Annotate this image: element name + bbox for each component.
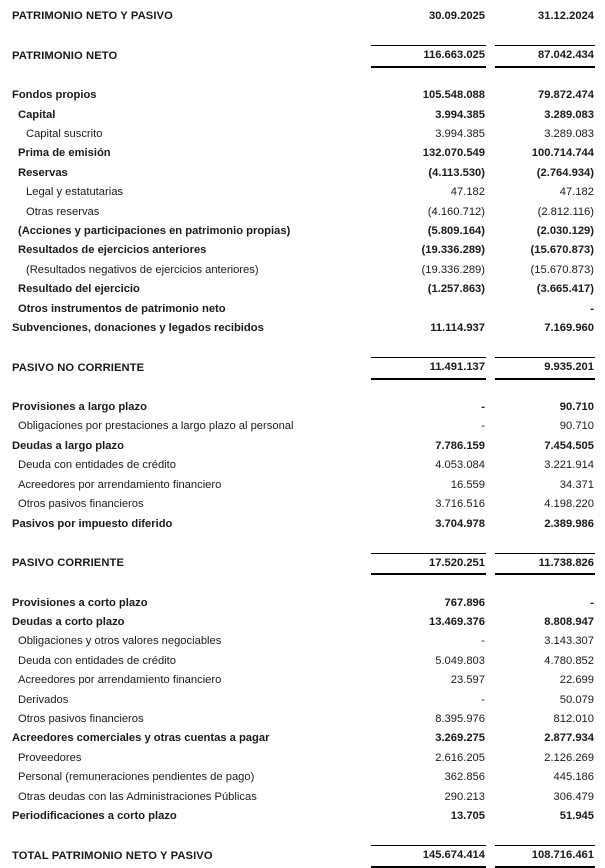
row-value-period-1: 3.994.385 xyxy=(435,127,485,140)
column-gap xyxy=(486,729,495,748)
row-value-period-1: 13.469.376 xyxy=(429,616,485,628)
row-value-period-2: 100.714.744 xyxy=(531,147,594,160)
row-label: Otros instrumentos de patrimonio neto xyxy=(18,302,226,315)
column-gap xyxy=(486,846,495,867)
row-value-period-1: 116.663.025 xyxy=(371,46,486,67)
column-header-row xyxy=(10,7,595,26)
column-gap xyxy=(486,358,495,379)
row-label: Reservas xyxy=(18,166,68,179)
row-label: PATRIMONIO NETO xyxy=(12,49,118,62)
table-row-deuda-con-entidades-de-credito xyxy=(10,652,595,671)
page-title: PATRIMONIO NETO Y PASIVO xyxy=(12,10,173,22)
row-value-period-1: 767.896 xyxy=(444,596,485,609)
table-row-otros-pasivos-financieros xyxy=(10,495,595,514)
row-value-period-1: 3.994.385 xyxy=(435,108,485,121)
table-row-otros-instrumentos-de-patrimonio-neto xyxy=(10,300,595,319)
row-value-period-2: 7.169.960 xyxy=(544,321,594,334)
table-row-personal-remuneraciones-pendientes-de-pago xyxy=(10,768,595,787)
row-label: (Acciones y participaciones en patrimonio propias) xyxy=(18,224,291,237)
table-row-deudas-a-largo-plazo xyxy=(10,437,595,456)
row-value-period-2: 11.738.826 xyxy=(495,553,595,574)
row-value-period-2: 4.780.852 xyxy=(544,654,594,667)
total-row xyxy=(10,846,595,867)
table-row-acciones-y-participaciones-en-patrimonio-propias xyxy=(10,222,595,241)
section-header-row-pasivo-corriente xyxy=(10,553,595,574)
spacer-cell xyxy=(10,379,595,398)
column-gap xyxy=(486,632,495,651)
row-value-period-1: 3.704.978 xyxy=(435,517,485,530)
table-row-reservas xyxy=(10,164,595,183)
row-label: Capital xyxy=(18,108,56,121)
row-label: Legal y estatutarias xyxy=(26,186,124,199)
row-value-period-2: 108.716.461 xyxy=(495,846,595,867)
row-label: Prima de emisión xyxy=(18,147,111,160)
row-value-period-1: 2.616.205 xyxy=(435,751,485,764)
row-label: Acreedores por arrendamiento financiero xyxy=(18,674,222,687)
column-gap xyxy=(486,222,495,241)
row-value-period-2: 22.699 xyxy=(559,674,594,687)
row-value-period-2: 812.010 xyxy=(553,713,594,726)
row-value-period-2: (2.812.116) xyxy=(537,205,594,218)
row-label: Fondos propios xyxy=(12,89,97,102)
row-label: PASIVO CORRIENTE xyxy=(12,557,125,570)
row-value-period-2: 90.710 xyxy=(559,420,594,433)
row-value-period-1: (5.809.164) xyxy=(427,224,485,237)
row-value-period-2: 47.182 xyxy=(559,186,594,199)
table-row-resultados-negativos-de-ejercicios-anteriores xyxy=(10,261,595,280)
column-gap xyxy=(486,671,495,690)
row-label: Derivados xyxy=(18,693,69,706)
row-value-period-1: 47.182 xyxy=(450,186,485,199)
row-value-period-1: (19.336.289) xyxy=(421,244,485,257)
column-gap xyxy=(486,515,495,534)
row-value-period-1: (1.257.863) xyxy=(427,283,485,296)
row-value-period-2: 7.454.505 xyxy=(544,439,594,452)
row-value-period-1: 145.674.414 xyxy=(371,846,486,867)
table-row-legal-y-estatutarias xyxy=(10,183,595,202)
row-value-period-2: 9.935.201 xyxy=(495,358,595,379)
table-row-acreedores-comerciales-y-otras-cuentas-a-pagar xyxy=(10,729,595,748)
row-label: Proveedores xyxy=(18,751,82,764)
column-gap xyxy=(486,768,495,787)
spacer-cell xyxy=(10,67,595,86)
table-body xyxy=(10,7,595,867)
table-row-otros-pasivos-financieros xyxy=(10,710,595,729)
row-value-period-2: 3.221.914 xyxy=(544,459,594,472)
spacer-cell xyxy=(10,574,595,593)
row-value-period-1: 4.053.084 xyxy=(435,459,485,472)
row-label: Acreedores por arrendamiento financiero xyxy=(18,478,222,491)
row-label: Deuda con entidades de crédito xyxy=(18,459,176,472)
row-value-period-2: 34.371 xyxy=(559,478,594,491)
row-label: Otras deudas con las Administraciones Públicas xyxy=(18,790,257,803)
row-value-period-1: 3.716.516 xyxy=(435,498,485,511)
row-label: Personal (remuneraciones pendientes de pago) xyxy=(18,771,255,784)
table-row-periodificaciones-a-corto-plazo xyxy=(10,807,595,826)
row-value-period-1: 290.213 xyxy=(444,790,485,803)
table-row-subvenciones-donaciones-y-legados-recibidos xyxy=(10,319,595,338)
row-label: (Resultados negativos de ejercicios anteriores) xyxy=(26,263,259,276)
spacer-row xyxy=(10,574,595,593)
column-gap xyxy=(486,125,495,144)
table-row-resultado-del-ejercicio xyxy=(10,280,595,299)
spacer-row xyxy=(10,67,595,86)
table-row-deudas-a-corto-plazo xyxy=(10,613,595,632)
row-label: Resultado del ejercicio xyxy=(18,283,140,296)
spacer-row xyxy=(10,826,595,845)
column-gap xyxy=(486,417,495,436)
row-value-period-2: 2.389.986 xyxy=(544,517,594,530)
row-label: TOTAL PATRIMONIO NETO Y PASIVO xyxy=(12,849,213,862)
column-gap xyxy=(486,319,495,338)
column-gap xyxy=(486,86,495,105)
row-label: Provisiones a largo plazo xyxy=(12,401,147,414)
table-row-provisiones-a-corto-plazo xyxy=(10,594,595,613)
column-gap xyxy=(486,7,495,26)
row-value-period-2: 51.945 xyxy=(559,810,594,823)
spacer-row xyxy=(10,534,595,553)
column-gap xyxy=(486,456,495,475)
row-value-period-1: 13.705 xyxy=(450,810,485,823)
row-value-period-2: 306.479 xyxy=(553,790,594,803)
table-row-otras-deudas-con-las-administraciones-publicas xyxy=(10,788,595,807)
row-value-period-2: 2.126.269 xyxy=(544,751,594,764)
row-value-period-2: (2.764.934) xyxy=(536,166,594,179)
row-value-period-1: 11.114.937 xyxy=(430,321,485,334)
column-gap xyxy=(486,807,495,826)
table-row-derivados xyxy=(10,691,595,710)
row-label: Periodificaciones a corto plazo xyxy=(12,810,177,823)
row-label: Otros pasivos financieros xyxy=(18,498,144,511)
row-value-period-1: - xyxy=(481,420,485,433)
row-value-period-2: 50.079 xyxy=(559,693,594,706)
column-gap xyxy=(486,280,495,299)
column-gap xyxy=(486,437,495,456)
row-value-period-2: 8.808.947 xyxy=(544,616,594,628)
table-row-acreedores-por-arrendamiento-financiero xyxy=(10,671,595,690)
row-value-period-2: 2.877.934 xyxy=(544,732,594,745)
column-gap xyxy=(486,144,495,163)
table-row-fondos-propios xyxy=(10,86,595,105)
row-value-period-2: (15.670.873) xyxy=(530,263,594,276)
section-header-row-pasivo-no-corriente xyxy=(10,358,595,379)
column-gap xyxy=(486,613,495,632)
table-row-otras-reservas xyxy=(10,203,595,222)
row-value-period-1: (4.160.712) xyxy=(427,205,485,218)
row-value-period-1: 16.559 xyxy=(450,478,485,491)
table-row-capital-suscrito xyxy=(10,125,595,144)
column-header-date-2: 31.12.2024 xyxy=(538,10,594,22)
spacer-cell xyxy=(10,338,595,357)
spacer-cell xyxy=(10,826,595,845)
table-row-obligaciones-y-otros-valores-negociables xyxy=(10,632,595,651)
row-value-period-2: 90.710 xyxy=(559,401,594,414)
row-value-period-2: 445.186 xyxy=(553,771,594,784)
column-header-date-1: 30.09.2025 xyxy=(429,10,485,22)
row-value-period-1: 8.395.976 xyxy=(435,713,485,726)
column-gap xyxy=(486,749,495,768)
row-value-period-1: (4.113.530) xyxy=(428,166,485,179)
column-gap xyxy=(486,495,495,514)
column-gap xyxy=(486,710,495,729)
column-gap xyxy=(486,164,495,183)
row-value-period-2: 87.042.434 xyxy=(495,46,595,67)
balance-sheet-table xyxy=(10,7,595,868)
row-value-period-2: 79.872.474 xyxy=(538,89,594,102)
row-label: Acreedores comerciales y otras cuentas a pagar xyxy=(12,732,270,745)
table-row-proveedores xyxy=(10,749,595,768)
row-label: Obligaciones por prestaciones a largo plazo al personal xyxy=(18,420,294,433)
row-label: Subvenciones, donaciones y legados recibidos xyxy=(12,321,264,334)
row-label: Deudas a corto plazo xyxy=(12,616,125,628)
column-gap xyxy=(486,788,495,807)
spacer-row xyxy=(10,379,595,398)
row-value-period-1: 362.856 xyxy=(444,771,485,784)
column-gap xyxy=(486,203,495,222)
row-label: Deudas a largo plazo xyxy=(12,439,124,452)
column-gap xyxy=(486,300,495,319)
row-value-period-1 xyxy=(371,300,486,319)
row-value-period-1: - xyxy=(481,693,485,706)
row-value-period-2: (15.670.873) xyxy=(530,244,594,257)
spacer-cell xyxy=(10,26,595,45)
column-gap xyxy=(486,652,495,671)
row-label: Pasivos por impuesto diferido xyxy=(12,517,173,530)
row-value-period-2: - xyxy=(590,596,594,609)
row-value-period-1: 5.049.803 xyxy=(435,654,485,667)
column-gap xyxy=(486,553,495,574)
row-value-period-1: 132.070.549 xyxy=(422,147,485,160)
section-header-row-patrimonio-neto xyxy=(10,46,595,67)
column-gap xyxy=(486,241,495,260)
row-value-period-1: 17.520.251 xyxy=(371,553,486,574)
row-label: Otros pasivos financieros xyxy=(18,713,144,726)
spacer-row xyxy=(10,26,595,45)
column-gap xyxy=(486,691,495,710)
table-row-prima-de-emision xyxy=(10,144,595,163)
row-value-period-1: 7.786.159 xyxy=(435,439,485,452)
row-value-period-1: - xyxy=(481,401,485,414)
table-row-pasivos-por-impuesto-diferido xyxy=(10,515,595,534)
column-gap xyxy=(486,46,495,67)
row-value-period-1: 23.597 xyxy=(450,674,485,687)
column-gap xyxy=(486,476,495,495)
spacer-row xyxy=(10,338,595,357)
row-value-period-1: - xyxy=(481,635,485,648)
row-value-period-1: 105.548.088 xyxy=(422,89,485,102)
table-row-resultados-de-ejercicios-anteriores xyxy=(10,241,595,260)
column-gap xyxy=(486,398,495,417)
row-value-period-1: 11.491.137 xyxy=(371,358,486,379)
column-gap xyxy=(486,261,495,280)
column-gap xyxy=(486,594,495,613)
row-value-period-2: (3.665.417) xyxy=(536,283,594,296)
row-value-period-2: (2.030.129) xyxy=(536,224,594,237)
row-value-period-2: 3.289.083 xyxy=(544,108,594,121)
row-value-period-2: 3.289.083 xyxy=(544,127,594,140)
table-row-capital xyxy=(10,106,595,125)
row-label: Provisiones a corto plazo xyxy=(12,596,148,609)
table-row-acreedores-por-arrendamiento-financiero xyxy=(10,476,595,495)
table-row-deuda-con-entidades-de-credito xyxy=(10,456,595,475)
row-value-period-1: (19.336.289) xyxy=(421,263,485,276)
row-value-period-2: 4.198.220 xyxy=(544,498,594,511)
row-label: Obligaciones y otros valores negociables xyxy=(18,635,222,648)
spacer-cell xyxy=(10,534,595,553)
row-label: Deuda con entidades de crédito xyxy=(18,654,176,667)
row-label: Otras reservas xyxy=(26,205,100,218)
column-gap xyxy=(486,183,495,202)
row-label: PASIVO NO CORRIENTE xyxy=(12,361,145,374)
row-value-period-1: 3.269.275 xyxy=(435,732,485,745)
table-row-obligaciones-por-prestaciones-a-largo-plazo-al-perso xyxy=(10,417,595,436)
row-label: Capital suscrito xyxy=(26,127,103,140)
row-value-period-2: 3.143.307 xyxy=(544,635,594,648)
table-row-provisiones-a-largo-plazo xyxy=(10,398,595,417)
row-label: Resultados de ejercicios anteriores xyxy=(18,244,207,257)
row-value-period-2: - xyxy=(590,302,594,315)
column-gap xyxy=(486,106,495,125)
